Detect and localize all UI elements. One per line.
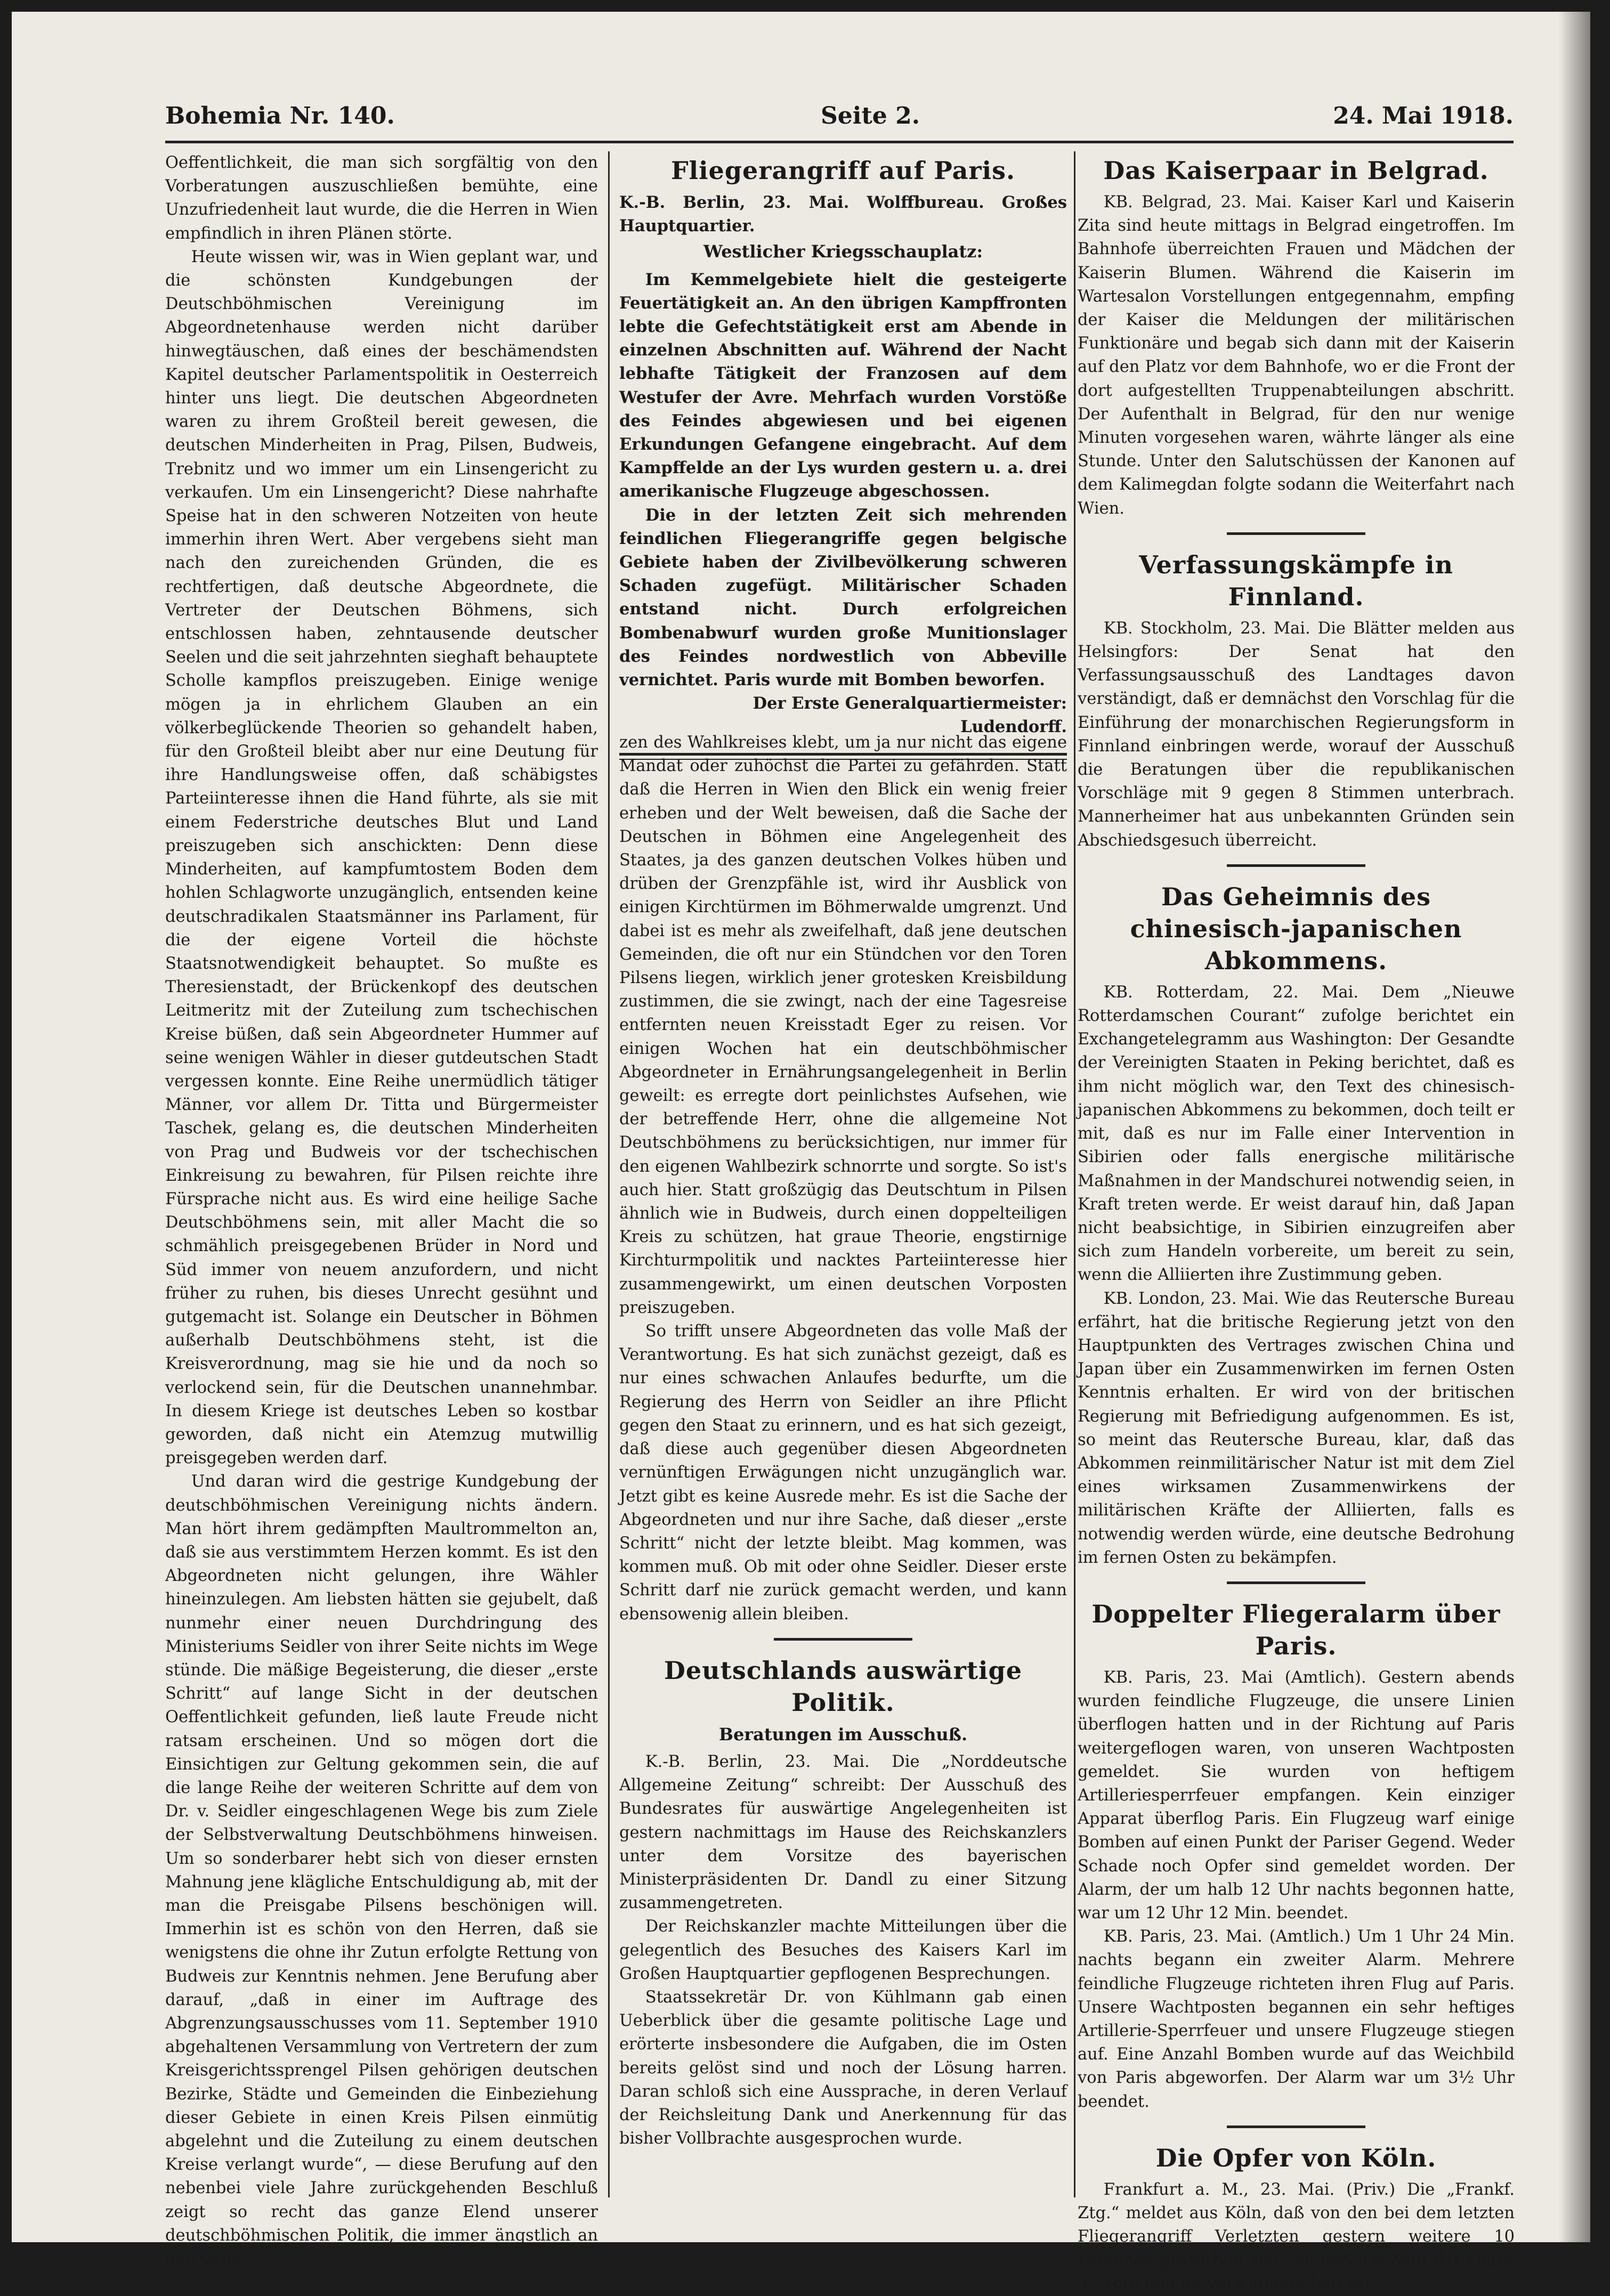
signature: Der Erste Generalquartiermeister: Ludendorff. [753,694,1067,737]
article-headline: Deutschlands auswärtige Politik. [664,1656,1022,1717]
paragraph: zen des Wahlkreises klebt, um ja nur nicht das eigene Mandat oder zuhöchst die Partei zu gefährden. Statt daß die Herren in Wien den Blick ein wenig freier erheben und der Welt beweisen, daß die Sache der Deutschen in Böhmen eine Angelegenheit des Staates, ja des ganzen deutschen Volkes hüben und drüben der Grenzpfähle ist, wird ihr Ausblick von einigen Kirchtürmen im Böhmerwalde umgrenzt. Und dabei ist es mehr als zweifelhaft, daß jene deutschen Gemeinden, die oft nur ein Stündchen vor den Toren Pilsens liegen, wirklich jener grotesken Kreisbildung zustimmen, die sie zwingt, nach der eine Tagesreise entfernten neuen Kreisstadt Eger zu reisen. Vor einigen Wochen hat ein deutschböhmischer Abgeordneter in Ernährungsangelegenheit in Berlin geweilt: es erregte dort peinlichstes Aufsehen, wie der betreffende Herr, ohne die allgemeine Not Deutschböhmens zu berücksichtigen, nur immer für den eigenen Wahlbezirk schnorrte und sorgte. So ist's auch hier. Statt großzügig das Deutschtum in Pilsen ähnlich wie in Budweis, durch einen doppelteiligen Kreis zu schützen, hat graue Theorie, engstirnige Kirchturmpolitik und nacktes Parteiinteresse hier zusammengewirkt, um einen deutschen Vorposten preiszugeben. [619,733,1067,1317]
section-rule [1227,864,1365,867]
running-head [165,92,1514,140]
newspaper-page [12,12,1590,2293]
publication-name: Bohemia Nr. 140. [165,102,395,129]
section-rule [1227,532,1365,535]
column-divider [608,151,610,2197]
paragraph: KB. Paris, 23. Mai. (Amtlich.) Um 1 Uhr 24 Min. nachts begann ein zweiter Alarm. Mehrere feindliche Flugzeuge richteten ihren Flug auf Paris. Unsere Wachtposten begannen ein sehr heftiges Artillerie-Sperrfeuer und unsere Flugzeuge stiegen auf. Eine Anzahl Bomben wurde auf das Weichbild von Paris abgeworfen. Der Alarm war um 3½ Uhr beendet. [1078,1927,1515,2111]
article-headline: Doppelter Fliegeralarm über Paris. [1091,1599,1501,1660]
paragraph: Und daran wird die gestrige Kundgebung der deutschböhmischen Vereinigung nichts ändern. Man hört ihrem gedämpften Maultrommelton an, daß sie aus verstimmtem Herzen kommt. Es ist den Abgeordneten nicht gelungen, ihre Wähler hineinzulegen. Am liebsten hätten sie gejubelt, daß nunmehr einer neuen Durchdringung des Ministeriums Seidler von ihrer Seite nichts im Wege stünde. Die mäßige Begeisterung, die dieser „erste Schritt“ auf lange Sicht in der deutschen Oeffentlichkeit gefunden, ließ laute Freude nicht ratsam erscheinen. Und so mögen dort die Einsichtigen zur Geltung gekommen sein, die auf die lange Reihe der weiteren Schritte auf dem von Dr. v. Seidler eingeschlagenen Wege bis zum Ziele der Selbstverwaltung Deutschböhmens hinweisen. Um so sonderbarer hebt sich von dieser ernsten Mahnung jene klägliche Entschuldigung ab, mit der man die Preisgabe Pilsens beschönigen will. Immerhin ist es schön von den Herren, daß sie wenigstens die ohne ihr Zutun erfolgte Rettung von Budweis zur Kenntnis nehmen. Jene Berufung aber darauf, „daß in einer im Auftrage des Abgrenzungsausschusses vom 11. September 1910 abgehaltenen Versammlung von Vertretern der zum Kreisgerichtssprengel Pilsen gehörigen deutschen Bezirke, Städte und Gemeinden die Einbeziehung dieser Gebiete in einen Kreis Pilsen einmütig abgelehnt und die Zuteilung zu einem deutschen Kreise verlangt wurde“, — diese Berufung auf den nebenbei viele Jahre zurückgehenden Beschluß zeigt so recht das ganze Elend unserer deutschböhmischen Politik, die immer ängstlich an den Gren- [165,1472,598,2269]
column-3 [1078,151,1515,2293]
paragraph: Staatssekretär Dr. von Kühlmann gab einen Ueberblick über die gesamte politische Lage und erörterte insbesondere die Aufgaben, die im Osten bereits gelöst sind und noch der Lösung harren. Daran schloß sich eine Aussprache, in deren Verlauf der Reichsleitung Dank und Anerkennung für das bisher Vollbrachte ausgesprochen wurde. [619,1987,1067,2148]
section-rule [1227,1581,1365,1584]
paragraph: Oeffentlichkeit, die man sich sorgfältig von den Vorberatungen auszuschließen bemühte, eine Unzufriedenheit laut wurde, die die Herren in Wien empfindlich in ihren Plänen störte. [165,153,598,243]
article-headline: Die Opfer von Köln. [1155,2143,1437,2172]
paragraph: Die in der letzten Zeit sich mehrenden feindlichen Fliegerangriffe gegen belgische Gebiete haben der Zivilbevölkerung schweren Schaden zugefügt. Militärischer Schaden entstand nicht. Durch erfolgreichen Bombenabwurf wurden große Munitionslager des Feindes nordwestlich von Abbeville vernichtet. Paris wurde mit Bomben beworfen. [619,505,1067,690]
paragraph: Heute wissen wir, was in Wien geplant war, und die schönsten Kundgebungen der Deutschböhmischen Vereinigung im Abgeordnetenhause werden nicht darüber hinwegtäuschen, daß eines der beschämendsten Kapitel deutscher Parlamentspolitik in Oesterreich hinter uns liegt. Die deutschen Abgeordneten waren zu ihrem Großteil bereit gewesen, die deutschen Minderheiten in Prag, Pilsen, Budweis, Trebnitz und wo immer um ein Linsengericht zu verkaufen. Um ein Linsengericht? Diese nahrhafte Speise hat in den schweren Notzeiten von heute immerhin ihren Wert. Aber vergebens sieht man nach den zureichenden Gründen, die es rechtfertigen, daß deutsche Abgeordnete, die Vertreter der Deutschen Böhmens, sich entschlossen haben, zehntausende deutscher Seelen und die seit jahrzehnten sieghaft behauptete Scholle kampflos preiszugeben. Einige wenige mögen ja in ehrlichem Glauben an ein völkerbeglückende Theorien so gehandelt haben, für den Großteil bleibt aber nur eine Deutung für ihre Handlungsweise offen, daß schäbigstes Parteiinteresse ihnen die Hand führte, als sie mit einem Federstriche deutsches Blut und Land preiszugeben sich anschickten: Denn diese Minderheiten, auf kampfumtostem Boden dem hohlen Schlagworte unzugänglich, entsenden keine deutschradikalen Staatsmänner ins Parlament, für die der eigene Vorteil die höchste Staatsnotwendigkeit behauptet. So mußte es Theresienstadt, der Brückenkopf des deutschen Leitmeritz mit der Zuteilung zum tschechischen Kreise büßen, daß sein Abgeordneter Hummer auf seine wenigen Wähler in dieser gutdeutschen Stadt vergessen konnte. Eine Reihe unermüdlich tätiger Männer, vor allem Dr. Titta und Bürgermeister Taschek, gelang es, die deutschen Minderheiten von Prag und Budweis vor der tschechischen Einkreisung zu bewahren, für Pilsen reichte ihre Fürsprache nicht aus. Es wird eine heilige Sache Deutschböhmens sein, mit aller Macht die so schmählich preisgegebenen Brüder in Nord und Süd immer von neuem anzufordern, und nicht früher zu ruhen, bis dieses Unrecht gesühnt und gutgemacht ist. Solange ein Deutscher in Böhmen außerhalb Deutschböhmens steht, ist die Kreisverordnung, mag sie hie und da noch so verlockend sein, für die Deutschen unannehmbar. In diesem Kriege ist deutsches Leben so kostbar geworden, daß nicht ein Atemzug mutwillig preisgegeben werden darf. [165,247,598,1468]
paragraph: KB. London, 23. Mai. Wie das Reutersche Bureau erfährt, hat die britische Regierung jetzt von den Hauptpunkten des Vertrages zwischen China und Japan über ein Zusammenwirken im fernen Osten Kenntnis erhalten. Er wird von der britischen Regierung mit Befriedigung aufgenommen. Es ist, so meint das Reutersche Bureau, klar, daß das Abkommen reinmilitärischer Natur ist mit dem Ziel eines wirksamen Zusammenwirkens der militärischen Kräfte der Alliierten, falls es notwendig werden würde, eine deutsche Bedrohung im fernen Osten zu bekämpfen. [1078,1289,1515,1567]
paragraph: K.-B. Berlin, 23. Mai. Die „Norddeutsche Allgemeine Zeitung“ schreibt: Der Ausschuß des Bundesrates für auswärtige Angelegenheiten ist gestern nachmittags im Hause des Reichskanzlers unter dem Vorsitze des bayerischen Ministerpräsidenten Dr. Dandl zu einer Sitzung zusammengetreten. [619,1752,1067,1913]
paragraph: Frankfurt a. M., 23. Mai. (Priv.) Die „Frankf. Ztg.“ meldet aus Köln, daß von den bei dem letzten Fliegerangriff Verletzten gestern weitere 10 Personen gestorben sind, so daß die Zahl der Opfer 35 Tote und 85 Verwundete beträgt. [1078,2180,1515,2293]
paragraph: Der Reichskanzler machte Mitteilungen über die gelegentlich des Besuches des Kaisers Karl im Großen Hauptquartier gepflogenen Besprechungen. [619,1917,1067,1983]
dateline: K.-B. Berlin, 23. Mai. Wolffbureau. Großes Hauptquartier. [619,193,1067,236]
paragraph: KB. Rotterdam, 22. Mai. Dem „Nieuwe Rotterdamschen Courant“ zufolge berichtet ein Exchangetelegramm aus Washington: Der Gesandte der Vereinigten Staaten in Peking berichtet, daß es ihm nicht möglich war, den Text des chinesisch-japanischen Abkommens zu bekommen, doch teilt er mit, daß es nur im Falle einer Intervention in Sibirien oder falls energische militärische Maßnahmen in der Mandschurei notwendig seien, in Kraft treten werde. Er weist darauf hin, daß Japan nicht beabsichtige, in Sibirien einzugreifen aber sich zum Handeln vorbereite, um bereit zu sein, wenn die Alliierten ihre Zustimmung geben. [1078,983,1515,1285]
column-1 [165,151,598,2269]
page-edge-shadow [1558,12,1590,2242]
header-rule [165,141,1514,143]
article-headline: Fliegerangriff auf Paris. [670,156,1016,185]
page-number: Seite 2. [821,102,920,129]
article-subhead: Beratungen im Ausschuß. [718,1724,968,1745]
article-subhead: Westlicher Kriegsschauplatz: [703,241,983,262]
column-2 [619,731,1067,2197]
section-rule [774,1638,912,1641]
paragraph: Im Kemmelgebiete hielt die gesteigerte Feuertätigkeit an. An den übrigen Kampffronten lebte die Gefechtstätigkeit erst am Abende in einzelnen Abschnitten auf. Während der Nacht lebhafte Tätigkeit der Franzosen auf dem Westufer der Avre. Mehrfach wurden Vorstöße des Feindes abgewiesen und bei eigenen Erkundungen Gefangene eingebracht. Auf dem Kampffelde an der Lys wurden gestern u. a. drei amerikanische Flugzeuge abgeschossen. [619,270,1067,501]
issue-date: 24. Mai 1918. [1333,102,1514,129]
column-divider [1074,151,1075,2197]
section-rule [1227,2125,1365,2128]
war-report-box [619,151,1067,737]
paragraph: So trifft unsere Abgeordneten das volle Maß der Verantwortung. Es hat sich zunächst gezeigt, daß es nur eines schwachen Anlaufes bedurfte, um die Regierung des Herrn von Seidler an ihre Pflicht gegen den Staat zu erinnern, und es hat sich gezeigt, daß diese auch gegenüber diesen Abgeordneten vernünftigen Erwägungen nicht unzugänglich war. Jetzt gibt es keine Ausrede mehr. Es ist die Sache der Abgeordneten und nur ihre Sache, daß dieser „erste Schritt“ nicht der letzte bleibt. Mag kommen, was kommen muß. Ob mit oder ohne Seidler. Dieser erste Schritt darf nie zurück gemacht werden, und kann ebensowenig allein bleiben. [619,1322,1067,1624]
paragraph: KB. Paris, 23. Mai (Amtlich). Gestern abends wurden feindliche Flugzeuge, die unsere Linien überflogen hatten und in der Richtung auf Paris weitergeflogen waren, von unseren Wachtposten gemeldet. Sie wurden von heftigem Artilleriesperrfeuer empfangen. Kein einziger Apparat überflog Paris. Ein Flugzeug warf einige Bomben auf einen Punkt der Pariser Gegend. Weder Schade noch Opfer sind gemeldet worden. Der Alarm, der um halb 12 Uhr nachts begonnen hatte, war um 12 Uhr 12 Min. beendet. [1078,1668,1515,1922]
paragraph: KB. Stockholm, 23. Mai. Die Blätter melden aus Helsingfors: Der Senat hat den Verfassungsausschuß des Landtages davon verständigt, daß er demnächst den Vorschlag für die Einführung der monarchischen Regierungsform in Finnland einbringen werde, worauf der Ausschuß die Beratungen über die republikanischen Vorschläge mit 9 gegen 8 Stimmen unterbrach. Mannerheimer hat aus unbekannten Gründen sein Abschiedsgesuch überreicht. [1078,619,1515,850]
paragraph: KB. Belgrad, 23. Mai. Kaiser Karl und Kaiserin Zita sind heute mittags in Belgrad eingetroffen. Im Bahnhofe überreichten Frauen und Mädchen der Kaiserin Blumen. Während die Kaiserin im Wartesalon Vorstellungen entgegennahm, empfing der Kaiser die Meldungen der militärischen Funktionäre und begab sich dann mit der Kaiserin auf den Platz vor dem Bahnhofe, wo er die Front der dort aufgestellten Truppenabteilungen abschritt. Der Aufenthalt in Belgrad, für den nur wenige Minuten vorgesehen waren, währte länger als eine Stunde. Unter den Salutschüssen der Kanonen auf dem Kalimegdan folgte sodann die Weiterfahrt nach Wien. [1078,193,1515,518]
article-headline: Verfassungskämpfe in Finnland. [1139,550,1453,611]
article-headline: Das Geheimnis des chinesisch-japanischen Abkommens. [1130,882,1462,975]
article-headline: Das Kaiserpaar in Belgrad. [1103,156,1489,185]
